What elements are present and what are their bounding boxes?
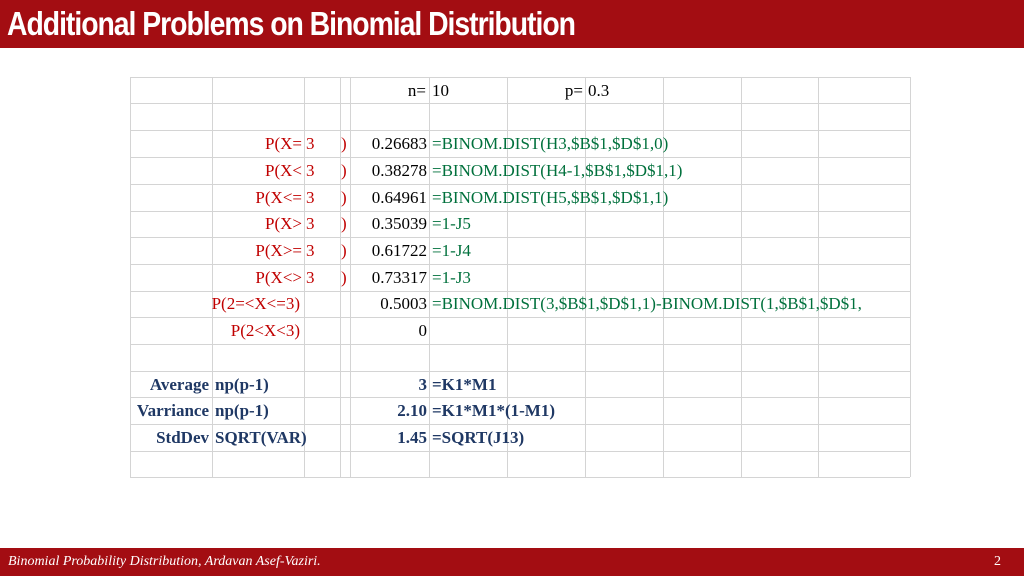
stat-formula: =K1*M1 — [432, 375, 497, 394]
page-number: 2 — [994, 554, 1001, 569]
n-label: n= — [407, 81, 426, 100]
grid-line — [130, 477, 910, 478]
stat-name: Varriance — [136, 401, 209, 420]
stat-value: 1.45 — [397, 428, 427, 447]
prob-label: P(X< — [265, 161, 302, 180]
prob-value: 0.64961 — [371, 188, 427, 207]
close-paren: ) — [341, 214, 347, 233]
close-paren: ) — [341, 161, 347, 180]
grid-line — [130, 344, 910, 345]
stat-value: 2.10 — [397, 401, 427, 420]
prob-label: P(X> — [265, 214, 302, 233]
x-value: 3 — [306, 161, 315, 180]
prob-label: P(X= — [265, 134, 302, 153]
prob-value: 0.61722 — [371, 241, 427, 260]
x-value: 3 — [306, 241, 315, 260]
close-paren: ) — [341, 134, 347, 153]
p-label: p= — [564, 81, 583, 100]
x-value: 3 — [306, 268, 315, 287]
grid-line — [910, 77, 911, 477]
grid-line — [818, 77, 819, 477]
range-label: P(2<X<3) — [230, 321, 300, 340]
grid-line — [304, 77, 305, 477]
prob-label: P(X<> — [255, 268, 302, 287]
prob-value: 0.38278 — [371, 161, 427, 180]
prob-label: P(X>= — [255, 241, 302, 260]
prob-formula: =1-J5 — [432, 214, 471, 233]
x-value: 3 — [306, 214, 315, 233]
range-formula: =BINOM.DIST(3,$B$1,$D$1,1)-BINOM.DIST(1,$B$1,$D$1, — [432, 294, 862, 313]
prob-formula: =1-J3 — [432, 268, 471, 287]
close-paren: ) — [341, 268, 347, 287]
prob-value: 0.26683 — [371, 134, 427, 153]
stat-expr: SQRT(VAR) — [215, 428, 307, 447]
x-value: 3 — [306, 188, 315, 207]
stat-name: Average — [149, 375, 209, 394]
prob-formula: =BINOM.DIST(H4-1,$B$1,$D$1,1) — [432, 161, 683, 180]
range-value: 0 — [418, 321, 427, 340]
stat-expr: np(p-1) — [215, 401, 269, 420]
stat-formula: =SQRT(J13) — [432, 428, 525, 447]
grid-line — [741, 77, 742, 477]
prob-formula: =BINOM.DIST(H5,$B$1,$D$1,1) — [432, 188, 669, 207]
close-paren: ) — [341, 241, 347, 260]
x-value: 3 — [306, 134, 315, 153]
stat-formula: =K1*M1*(1-M1) — [432, 401, 555, 420]
prob-formula: =1-J4 — [432, 241, 471, 260]
p-value: 0.3 — [588, 81, 610, 100]
grid-line — [130, 451, 910, 452]
n-value: 10 — [432, 81, 449, 100]
grid-line — [429, 77, 430, 477]
stat-name: StdDev — [156, 428, 209, 447]
range-label: P(2=<X<=3) — [211, 294, 300, 313]
stat-expr: np(p-1) — [215, 375, 269, 394]
range-value: 0.5003 — [380, 294, 427, 313]
footer-text: Binomial Probability Distribution, Ardavan Asef-Vaziri. — [8, 554, 321, 569]
slide-title: Additional Problems on Binomial Distribution — [7, 5, 575, 42]
prob-label: P(X<= — [255, 188, 302, 207]
stat-value: 3 — [418, 375, 427, 394]
prob-value: 0.73317 — [371, 268, 427, 287]
prob-formula: =BINOM.DIST(H3,$B$1,$D$1,0) — [432, 134, 669, 153]
close-paren: ) — [341, 188, 347, 207]
prob-value: 0.35039 — [371, 214, 427, 233]
